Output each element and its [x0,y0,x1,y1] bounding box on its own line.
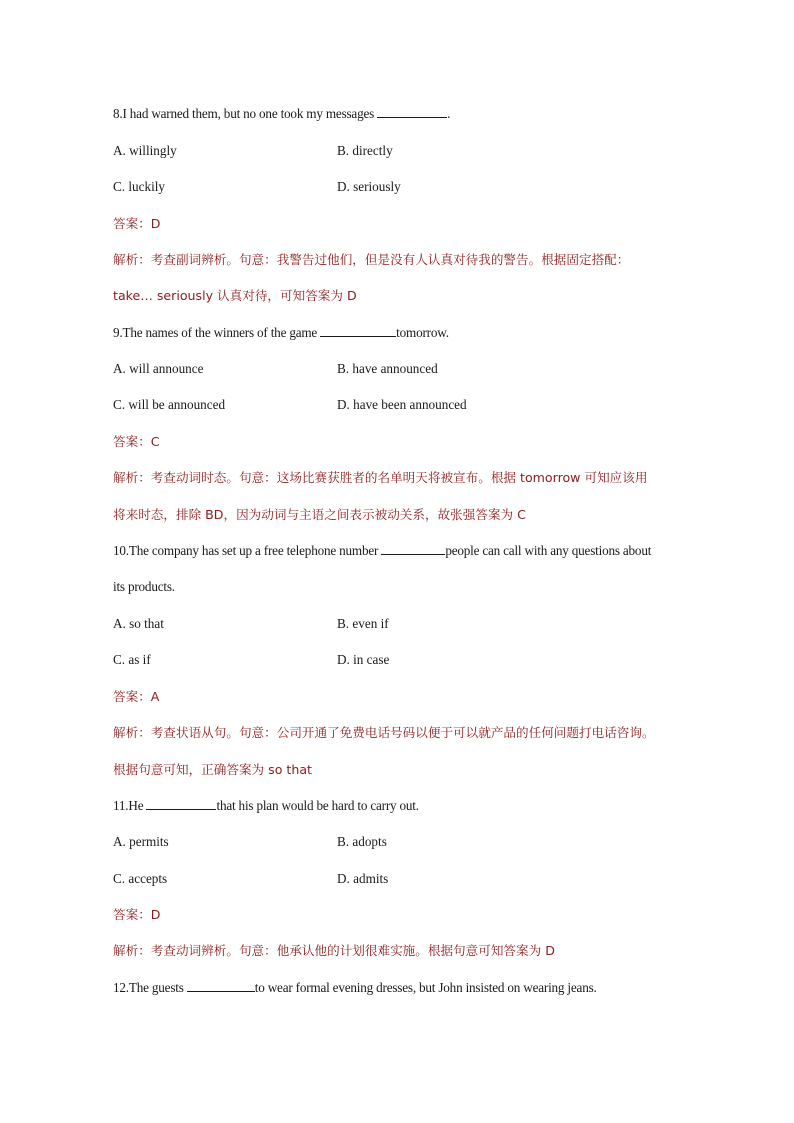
question-11-option-d: D. admits [337,871,389,886]
question-10-explanation-line-1: 解析：考查状语从句。句意：公司开通了免费电话号码以便于可以就产品的任何问题打电话咨询。 [113,725,655,740]
question-9-option-a: A. will announce [113,361,204,376]
question-10-option-c: C. as if [113,652,151,667]
question-text: I had warned them, but no one took my messages [122,106,378,121]
question-11-explanation-line-1: 解析：考查动词辨析。句意：他承认他的计划很难实施。根据句意可知答案为 D [113,943,555,958]
answer-blank [377,105,447,118]
question-text: The names of the winners of the game [122,325,321,340]
answer-blank [381,542,445,555]
question-9-option-b: B. have announced [337,361,438,376]
question-8-option-a: A. willingly [113,143,177,158]
question-number: 8. [113,106,123,121]
question-number: 9. [113,325,123,340]
question-11-option-b: B. adopts [337,834,387,849]
question-text-end: tomorrow. [396,325,449,340]
question-11-option-c: C. accepts [113,871,168,886]
question-text: He [128,798,147,813]
question-text-end: people can call with any questions about [445,543,652,558]
question-8-explanation-line-2: take… seriously 认真对待，可知答案为 D [113,288,357,303]
answer-blank [320,324,396,337]
question-10-stem [113,542,651,560]
question-9-explanation-line-2: 将来时态，排除 BD，因为动词与主语之间表示被动关系，故张强答案为 C [113,507,526,522]
question-8-stem [113,105,450,123]
question-11-option-a: A. permits [113,834,169,849]
answer-blank [187,979,255,992]
question-9-answer: 答案：C [113,434,160,449]
question-8-option-b: B. directly [337,143,393,158]
question-8-explanation-line-1: 解析：考查副词辨析。句意：我警告过他们，但是没有人认真对待我的警告。根据固定搭配： [113,252,630,267]
question-text: The company has set up a free telephone number [128,543,382,558]
question-number: 11. [113,798,129,813]
question-10-explanation-line-2: 根据句意可知，正确答案为 so that [113,762,312,777]
question-11-stem [113,797,419,815]
question-9-option-c: C. will be announced [113,397,226,412]
question-text-end: . [447,106,451,121]
question-8-option-d: D. seriously [337,179,401,194]
question-9-option-d: D. have been announced [337,397,467,412]
question-number: 12. [113,980,129,995]
question-text-end: to wear formal evening dresses, but John insisted on wearing jeans. [254,980,597,995]
question-12-stem [113,979,597,997]
question-10-answer: 答案：A [113,689,160,704]
question-number: 10. [113,543,129,558]
question-10-option-a: A. so that [113,616,164,631]
question-10-option-b: B. even if [337,616,389,631]
question-10-stem-continued: its products. [113,579,175,594]
answer-blank [146,797,216,810]
question-9-stem [113,324,449,342]
question-text: The guests [128,980,187,995]
question-text-end: that his plan would be hard to carry out. [216,798,419,813]
question-9-explanation-line-1: 解析：考查动词时态。句意：这场比赛获胜者的名单明天将被宣布。根据 tomorrow 可知应该用 [113,470,648,485]
question-11-answer: 答案：D [113,907,161,922]
question-8-option-c: C. luckily [113,179,166,194]
question-8-answer: 答案：D [113,216,161,231]
question-10-option-d: D. in case [337,652,390,667]
